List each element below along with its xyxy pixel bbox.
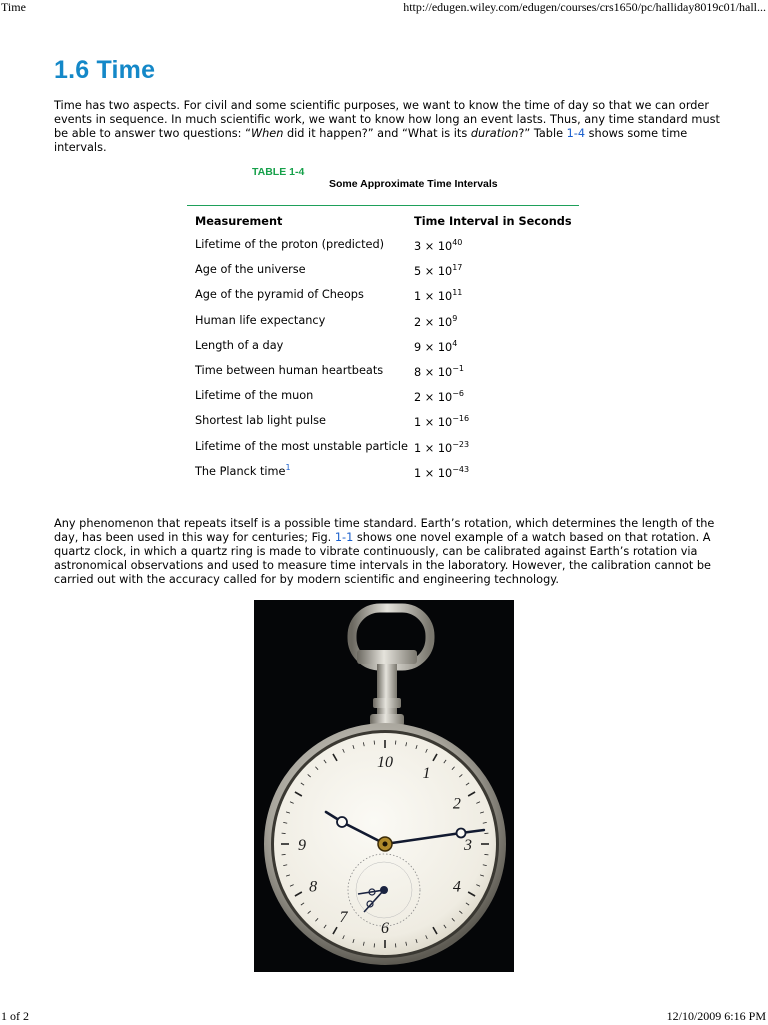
- interval-cell: $1 \times 10^{11}$: [414, 290, 462, 303]
- print-header: [0, 0, 768, 16]
- when-emphasis: When: [251, 127, 283, 140]
- measurement-cell: The Planck time$^1$: [195, 465, 291, 478]
- measurement-cell: Lifetime of the muon: [195, 389, 313, 402]
- watch-stem: [377, 664, 397, 718]
- interval-cell: $1 \times 10^{-43}$: [414, 467, 469, 480]
- table-link[interactable]: 1-4: [567, 127, 585, 140]
- dial-numeral: 4: [453, 879, 461, 896]
- exponent: −43: [452, 465, 469, 474]
- table-row: [0, 263, 768, 288]
- dial-numeral: 10: [377, 754, 393, 771]
- footnote-link[interactable]: 1: [286, 463, 291, 472]
- measurement-cell: Shortest lab light pulse: [195, 414, 326, 427]
- interval-cell: $9 \times 10^4$: [414, 341, 457, 354]
- table-row: [0, 364, 768, 389]
- subsidiary-hub: [380, 886, 388, 894]
- measurement-cell: Age of the universe: [195, 263, 306, 276]
- exponent: 17: [452, 263, 462, 272]
- duration-emphasis: duration: [471, 127, 519, 140]
- exponent: −23: [452, 440, 469, 449]
- dial-numeral: 1: [423, 765, 431, 782]
- body-paragraph: Any phenomenon that repeats itself is a possible time standard. Earth’s rotation, which determines the length of the day, has been used in this way for centuries; Fig. 1-1 shows one novel example of a watch based on that rotation. A quartz clock, in which a quartz ring is made to vibrate continuously, can be calibrated against Earth’s rotation via astronomical observations and used to measure time intervals in the laboratory. However, the calibration cannot be carried out with the accuracy called for by modern scientific and engineering technology.: [54, 517, 722, 587]
- page-count: 1 of 2: [1, 1009, 29, 1024]
- column-header-interval: Time Interval in Seconds: [414, 215, 572, 228]
- interval-cell: $5 \times 10^{17}$: [414, 265, 462, 278]
- measurement-cell: Lifetime of the most unstable particle: [195, 440, 408, 453]
- exponent: 4: [452, 339, 457, 348]
- table-row: [0, 414, 768, 439]
- exponent: 40: [452, 238, 462, 247]
- print-datetime: 12/10/2009 6:16 PM: [667, 1009, 766, 1024]
- watch-bow-base: [357, 650, 417, 664]
- measurement-cell: Time between human heartbeats: [195, 364, 383, 377]
- dial-numeral: 3: [463, 837, 472, 854]
- table-row: [0, 339, 768, 364]
- table-row: [0, 238, 768, 263]
- table-title: Some Approximate Time Intervals: [329, 178, 498, 190]
- pocket-watch-photo: [254, 600, 514, 972]
- interval-cell: $2 \times 10^9$: [414, 316, 457, 329]
- dial-numeral: 7: [340, 909, 349, 926]
- table-row: [0, 440, 768, 465]
- measurement-cell: Lifetime of the proton (predicted): [195, 238, 384, 251]
- exponent: 11: [452, 288, 462, 297]
- table-label: TABLE 1-4: [252, 166, 304, 178]
- pocket-watch-illustration: [254, 600, 514, 972]
- dial-numeral: 8: [309, 879, 317, 896]
- interval-cell: $2 \times 10^{-6}$: [414, 391, 464, 404]
- measurement-cell: Length of a day: [195, 339, 283, 352]
- exponent: 9: [452, 314, 457, 323]
- measurement-cell: Age of the pyramid of Cheops: [195, 288, 364, 301]
- dial-numeral: 9: [298, 837, 306, 854]
- page-url: http://edugen.wiley.com/edugen/courses/crs1650/pc/halliday8019c01/hall...: [403, 0, 766, 15]
- table-row: [0, 288, 768, 313]
- dial-numeral: 6: [381, 920, 389, 937]
- intro-paragraph: Time has two aspects. For civil and some scientific purposes, we want to know the time of day so that we can order events in sequence. In much scientific work, we want to know how long an event lasts. Thus, any time standard must be able to answer two questions: “When did it happen?” and “What is its duration?” Table 1-4 shows some time intervals.: [54, 99, 722, 155]
- exponent: −16: [452, 414, 469, 423]
- page-title-header: Time: [1, 0, 26, 15]
- exponent: −1: [452, 364, 464, 373]
- section-title: 1.6 Time: [54, 56, 155, 85]
- table-row: [0, 314, 768, 339]
- column-header-measurement: Measurement: [195, 215, 282, 228]
- dial-numeral: 2: [453, 796, 461, 813]
- interval-cell: $3 \times 10^{40}$: [414, 240, 462, 253]
- table-row: [0, 465, 768, 490]
- print-footer: [0, 1009, 768, 1025]
- measurement-cell: Human life expectancy: [195, 314, 325, 327]
- interval-cell: $1 \times 10^{-23}$: [414, 442, 469, 455]
- interval-cell: $8 \times 10^{-1}$: [414, 366, 464, 379]
- interval-cell: $1 \times 10^{-16}$: [414, 416, 469, 429]
- watch-crown: [373, 698, 401, 708]
- exponent: −6: [452, 389, 464, 398]
- table-row: [0, 389, 768, 414]
- table-divider: [187, 205, 579, 206]
- figure-link[interactable]: 1-1: [335, 531, 353, 544]
